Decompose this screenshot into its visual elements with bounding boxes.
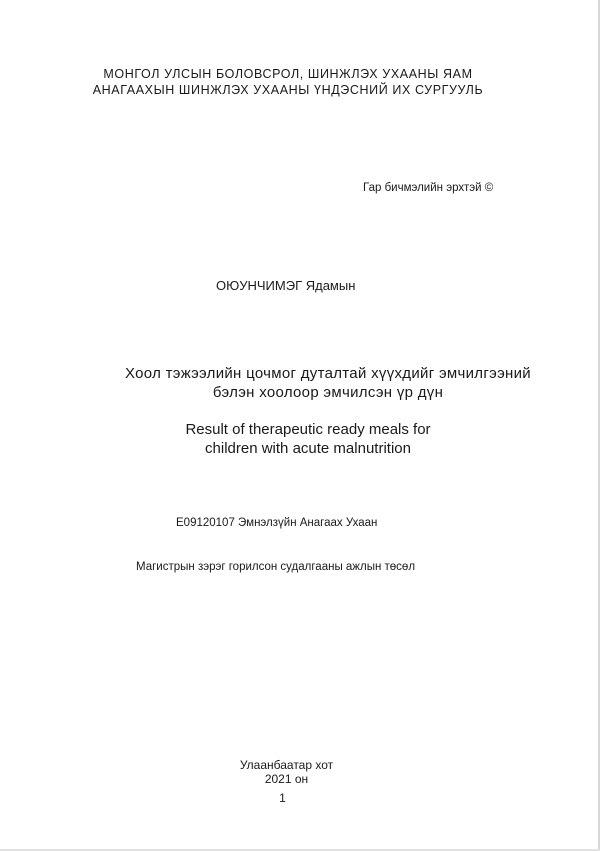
author-name: ОЮУНЧИМЭГ Ядамын [216, 278, 356, 293]
page-number: 1 [279, 791, 286, 805]
title-english-line-1: Result of therapeutic ready meals for [185, 421, 431, 438]
year: 2021 он [264, 772, 309, 786]
degree-note: Магистрын зэрэг горилсон судалгааны ажлын төсөл [136, 561, 416, 573]
university-line-2: АНАГААХЫН ШИНЖЛЭХ УХААНЫ ҮНДЭСНИЙ ИХ СУРГУУЛЬ [92, 83, 484, 97]
ministry-line-1: МОНГОЛ УЛСЫН БОЛОВСРОЛ, ШИНЖЛЭХ УХААНЫ ЯАМ [103, 67, 473, 81]
program-code: E09120107 Эмнэлзүйн Анагаах Ухаан [176, 517, 378, 529]
title-mongolian-line-1: Хоол тэжээлийн цочмог дуталтай хүүхдийг эмчилгээний [125, 365, 531, 382]
title-english-line-2: children with acute malnutrition [205, 440, 411, 457]
copyright-note: Гар бичмэлийн эрхтэй © [363, 182, 494, 194]
title-mongolian-line-2: бэлэн хоолоор эмчилсэн үр дүн [212, 384, 444, 401]
city: Улаанбаатар хот [239, 758, 334, 772]
